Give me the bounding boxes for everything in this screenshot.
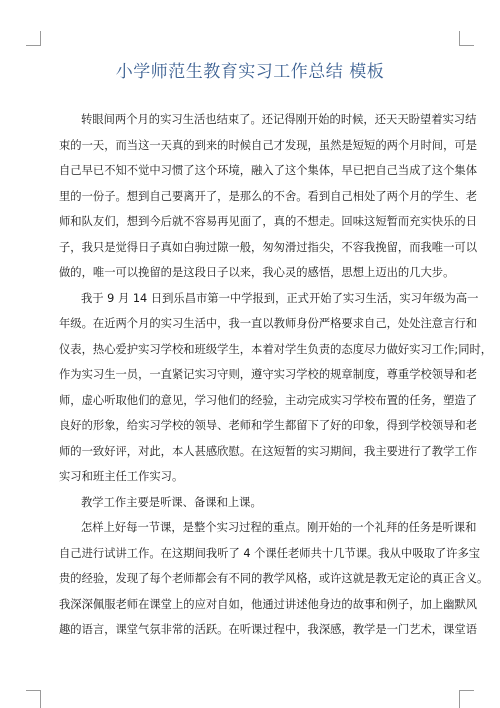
body-line: 师，虚心听取他们的意见，学习他们的经验，主动完成实习学校布置的任务，塑造了 [59,393,477,407]
body-line: 师和队友们，想到今后就不容易再见面了，真的不想走。回味这短暂而充实快乐的日 [59,215,477,228]
body-line: 我深深佩服老师在课堂上的应对自如，他通过讲述他身边的故事和例子，加上幽默风 [59,597,477,611]
body-line: 年级。在近两个月的实习生活中，我一直以教师身份严格要求自己，处处注意言行和 [59,317,477,330]
body-line: 自己进行试讲工作。在这期间我听了 4 个课任老师共十几节课。我从中吸取了许多宝 [59,546,481,560]
body-line: 趣的语言，课堂气氛非常的活跃。在听课过程中，我深感，教学是一门艺术，课堂语 [59,623,477,636]
body-line: 作为实习生一员，一直紧记实习守则，遵守实习学校的规章制度，尊重学校领导和老 [59,368,477,381]
body-line: 束的一天，而当这一天真的到来的时候自己才发现，虽然是短短的两个月时间，可是 [59,138,477,152]
body-line: 实习和班主任工作实习。 [59,470,184,483]
crop-mark-top-left [26,31,41,46]
body-line: 贵的经验，发现了每个老师都会有不同的教学风格，或许这就是教无定论的真正含义。 [59,572,489,585]
body-line: 师的一致好评，对此，本人甚感欣慰。在这短暂的实习期间，我主要进行了教学工作 [59,444,477,458]
crop-mark-top-right [459,31,474,46]
body-line: 做的，唯一可以挽留的是这段日子以来，我心灵的感悟，思想上迈出的几大步。 [59,266,455,279]
document-body [59,107,493,643]
body-line: 里的一份子。想到自己要离开了，是那么的不舍。看到自己相处了两个月的学生、老 [59,189,477,203]
document-title: 小学师范生教育实习工作总结 模板 [115,62,385,82]
body-line: 良好的形象，给实习学校的领导、老师和学生都留下了好的印象，得到学校领导和老 [59,419,477,432]
body-line: 转眼间两个月的实习生活也结束了。还记得刚开始的时候，还天天盼望着实习结 [81,113,477,126]
body-line: 教学工作主要是听课、备课和上课。 [81,495,262,509]
crop-mark-bottom-left [26,690,41,708]
body-line: 子，我只是觉得日子真如白驹过隙一般，匆匆滑过指尖，不容我挽留，而我唯一可以 [59,240,477,254]
body-line: 我于 9 月 14 日到乐昌市第一中学报到，正式开始了实习生活，实习年级为高一 [81,291,479,305]
body-line: 仪表，热心爱护实习学校和班级学生，本着对学生负责的态度尽力做好实习工作;同时， [59,342,493,356]
body-line: 自己早已不知不觉中习惯了这个环境，融入了这个集体，早已把自己当成了这个集体 [59,164,477,177]
body-line: 怎样上好每一节课，是整个实习过程的重点。刚开始的一个礼拜的任务是听课和 [81,521,477,534]
crop-mark-bottom-right [459,690,474,708]
